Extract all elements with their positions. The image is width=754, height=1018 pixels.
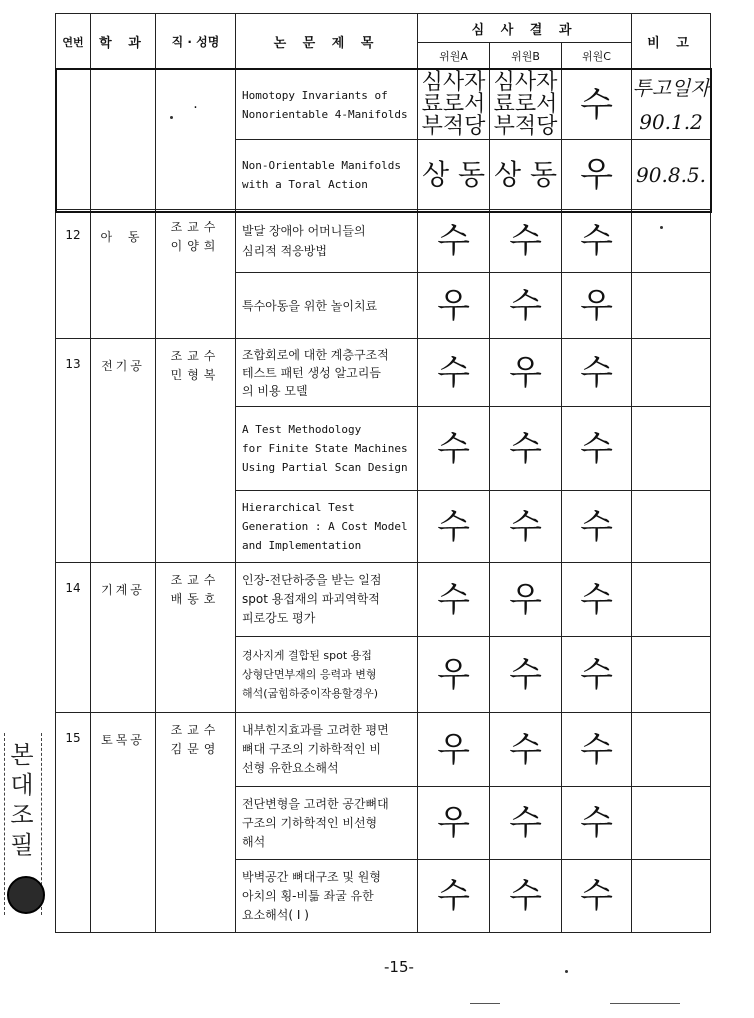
remark-cell bbox=[632, 713, 711, 787]
thesis-title-cell bbox=[236, 563, 418, 637]
grade-cell-b: 상 동 bbox=[490, 140, 562, 210]
prof-name: 민형복 bbox=[170, 368, 221, 382]
grade-cell-b: 수 bbox=[490, 787, 562, 860]
remark-cell bbox=[632, 407, 711, 491]
col-header-results: 심 사 결 과 bbox=[418, 14, 632, 43]
remark-cell bbox=[632, 787, 711, 860]
thesis-title-line: 특수아동을 위한 놀이치료 bbox=[242, 298, 378, 313]
thesis-title-line: spot 용접재의 파괴역학적 bbox=[242, 592, 380, 606]
remark-cell bbox=[632, 637, 711, 713]
thesis-title-line: 심리적 적응방법 bbox=[242, 244, 327, 258]
col-header-reviewer-b: 위원B bbox=[490, 43, 562, 70]
grade-cell-c: 수 bbox=[562, 787, 632, 860]
thesis-title-line: 피로강도 평가 bbox=[242, 611, 316, 625]
prof-position: 조교수 bbox=[170, 349, 221, 363]
page-number: -15- bbox=[384, 958, 414, 976]
remark-cell bbox=[632, 860, 711, 933]
grade-cell-a: 심사자료로서 부적당 bbox=[418, 70, 490, 140]
grade-cell-b: 수 bbox=[490, 407, 562, 491]
grade-cell-b: 수 bbox=[490, 860, 562, 933]
thesis-title-line: 인장-전단하중을 받는 일점 bbox=[242, 573, 382, 587]
col-header-prof: 직 · 성명 bbox=[156, 14, 236, 70]
thesis-title-line: 발달 장애아 어머니들의 bbox=[242, 224, 366, 238]
thesis-title-cell bbox=[236, 273, 418, 339]
grade-cell-c: 수 bbox=[562, 637, 632, 713]
grade-cell-c: 수 bbox=[562, 491, 632, 563]
prof-position: 조교수 bbox=[170, 573, 221, 587]
prof-name: 배동호 bbox=[170, 592, 221, 606]
grade-cell-a: 수 bbox=[418, 210, 490, 273]
remark-cell bbox=[632, 563, 711, 637]
col-header-reviewer-a: 위원A bbox=[418, 43, 490, 70]
remark-line: 투고일자 bbox=[632, 75, 710, 100]
grade-cell-c: 수 bbox=[562, 339, 632, 407]
grade-cell-a: 수 bbox=[418, 563, 490, 637]
thesis-title-line: Generation : A Cost Model bbox=[242, 520, 408, 533]
row-number-cell: 13 bbox=[56, 339, 91, 563]
thesis-title-line: 박벽공간 뼈대구조 및 원형 bbox=[242, 869, 381, 884]
table-row bbox=[56, 563, 711, 637]
grade-cell-c: 우 bbox=[562, 273, 632, 339]
remark-cell: 90.8.5. bbox=[632, 140, 711, 210]
thesis-title-line: 상형단면부재의 응력과 변형 bbox=[242, 668, 377, 681]
grade-cell-c: 수 bbox=[562, 563, 632, 637]
footer-mark bbox=[610, 1003, 680, 1004]
grade-cell-a: 수 bbox=[418, 407, 490, 491]
remark-cell bbox=[632, 339, 711, 407]
seal-icon bbox=[7, 876, 45, 914]
remark-line: 90.1.2 bbox=[639, 109, 703, 134]
thesis-title-line: Using Partial Scan Design bbox=[242, 461, 408, 474]
thesis-title-cell bbox=[236, 140, 418, 210]
grade-cell-b: 수 bbox=[490, 491, 562, 563]
thesis-title-line: A Test Methodology bbox=[242, 423, 362, 436]
remark-cell bbox=[632, 273, 711, 339]
prof-position: 조교수 bbox=[170, 723, 221, 737]
thesis-title-cell bbox=[236, 407, 418, 491]
row-dept-cell: 전기공 bbox=[91, 339, 156, 563]
row-dept-cell: 기계공 bbox=[91, 563, 156, 713]
grade-cell-b: 수 bbox=[490, 273, 562, 339]
thesis-title-line: 의 비용 모델 bbox=[242, 383, 308, 398]
thesis-title-cell bbox=[236, 713, 418, 787]
thesis-title-line: 조합회로에 대한 계층구조적 bbox=[242, 347, 389, 362]
row-prof-cell bbox=[156, 563, 236, 713]
thesis-title-cell bbox=[236, 491, 418, 563]
header-row-1 bbox=[56, 14, 711, 43]
table-row bbox=[56, 210, 711, 273]
grade-cell-b: 수 bbox=[490, 713, 562, 787]
prof-position: 조교수 bbox=[170, 220, 221, 234]
grade-cell-b: 심사자료로서 부적당 bbox=[490, 70, 562, 140]
row-prof-cell: · bbox=[156, 70, 236, 210]
review-results-table bbox=[55, 13, 711, 933]
grade-cell-b: 수 bbox=[490, 637, 562, 713]
remark-cell bbox=[632, 210, 711, 273]
col-header-remark: 비 고 bbox=[632, 14, 711, 70]
table-row bbox=[56, 70, 711, 140]
thesis-title-line: 요소해석( I ) bbox=[242, 907, 309, 922]
row-number-cell: 14 bbox=[56, 563, 91, 713]
grade-cell-a: 수 bbox=[418, 339, 490, 407]
grade-cell-c: 수 bbox=[562, 70, 632, 140]
remark-cell bbox=[632, 491, 711, 563]
grade-cell-a: 수 bbox=[418, 860, 490, 933]
grade-cell-a: 수 bbox=[418, 491, 490, 563]
speck bbox=[660, 226, 663, 229]
grade-cell-b: 우 bbox=[490, 563, 562, 637]
grade-cell-c: 수 bbox=[562, 713, 632, 787]
thesis-title-cell bbox=[236, 637, 418, 713]
thesis-title-line: Hierarchical Test bbox=[242, 501, 355, 514]
grade-cell-c: 수 bbox=[562, 210, 632, 273]
row-number-cell: 15 bbox=[56, 713, 91, 933]
grade-cell-a: 우 bbox=[418, 713, 490, 787]
grade-cell-c: 우 bbox=[562, 140, 632, 210]
thesis-title-line: with a Toral Action bbox=[242, 177, 368, 191]
table-row bbox=[56, 339, 711, 407]
prof-name: 김문영 bbox=[170, 742, 221, 756]
speck bbox=[170, 116, 173, 119]
speck bbox=[565, 970, 568, 973]
grade-cell-c: 수 bbox=[562, 407, 632, 491]
thesis-title-cell bbox=[236, 70, 418, 140]
grade-cell-c: 수 bbox=[562, 860, 632, 933]
thesis-title-line: 내부힌지효과를 고려한 평면 bbox=[242, 723, 389, 737]
thesis-title-line: for Finite State Machines bbox=[242, 442, 408, 455]
col-header-title: 논 문 제 목 bbox=[236, 14, 418, 70]
row-dept-cell: 아 동 bbox=[91, 210, 156, 339]
grade-cell-a: 우 bbox=[418, 273, 490, 339]
thesis-title-cell bbox=[236, 210, 418, 273]
table-row bbox=[56, 713, 711, 787]
row-number-cell bbox=[56, 70, 91, 210]
row-number-cell: 12 bbox=[56, 210, 91, 339]
thesis-title-line: 테스트 패턴 생성 알고리듬 bbox=[242, 365, 381, 380]
thesis-title-line: and Implementation bbox=[242, 539, 362, 552]
row-prof-cell bbox=[156, 339, 236, 563]
thesis-title-line: Nonorientable 4-Manifolds bbox=[242, 107, 408, 121]
thesis-title-cell bbox=[236, 787, 418, 860]
grade-cell-a: 상 동 bbox=[418, 140, 490, 210]
col-header-no: 연번 bbox=[56, 14, 91, 70]
row-prof-cell bbox=[156, 713, 236, 933]
footer-mark bbox=[470, 1003, 500, 1004]
thesis-title-line: 구조의 기하학적인 비선형 bbox=[242, 815, 378, 830]
row-prof-cell bbox=[156, 210, 236, 339]
grade-cell-b: 우 bbox=[490, 339, 562, 407]
thesis-title-line: Homotopy Invariants of bbox=[242, 88, 388, 102]
thesis-title-line: 선형 유한요소해석 bbox=[242, 761, 339, 775]
remark-cell bbox=[632, 70, 711, 140]
grade-cell-a: 우 bbox=[418, 787, 490, 860]
stamp-text: 본대조필 bbox=[10, 741, 34, 859]
row-dept-cell bbox=[91, 70, 156, 210]
thesis-title-line: 해석(굽힘하중이작용할경우) bbox=[242, 687, 379, 700]
col-header-dept: 학 과 bbox=[91, 14, 156, 70]
row-dept-cell: 토목공 bbox=[91, 713, 156, 933]
thesis-title-line: 전단변형을 고려한 공간뼈대 bbox=[242, 796, 389, 811]
thesis-title-line: 뼈대 구조의 기하학적인 비 bbox=[242, 742, 381, 756]
grade-cell-a: 우 bbox=[418, 637, 490, 713]
thesis-title-line: 아치의 횡-비틂 좌굴 유한 bbox=[242, 888, 374, 903]
thesis-title-line: Non-Orientable Manifolds bbox=[242, 158, 401, 172]
thesis-title-line: 해석 bbox=[242, 834, 266, 849]
thesis-title-line: 경사지게 결합된 spot 용접 bbox=[242, 649, 372, 662]
thesis-title-cell bbox=[236, 339, 418, 407]
prof-name: 이양희 bbox=[170, 239, 221, 253]
col-header-reviewer-c: 위원C bbox=[562, 43, 632, 70]
thesis-title-cell bbox=[236, 860, 418, 933]
grade-cell-b: 수 bbox=[490, 210, 562, 273]
